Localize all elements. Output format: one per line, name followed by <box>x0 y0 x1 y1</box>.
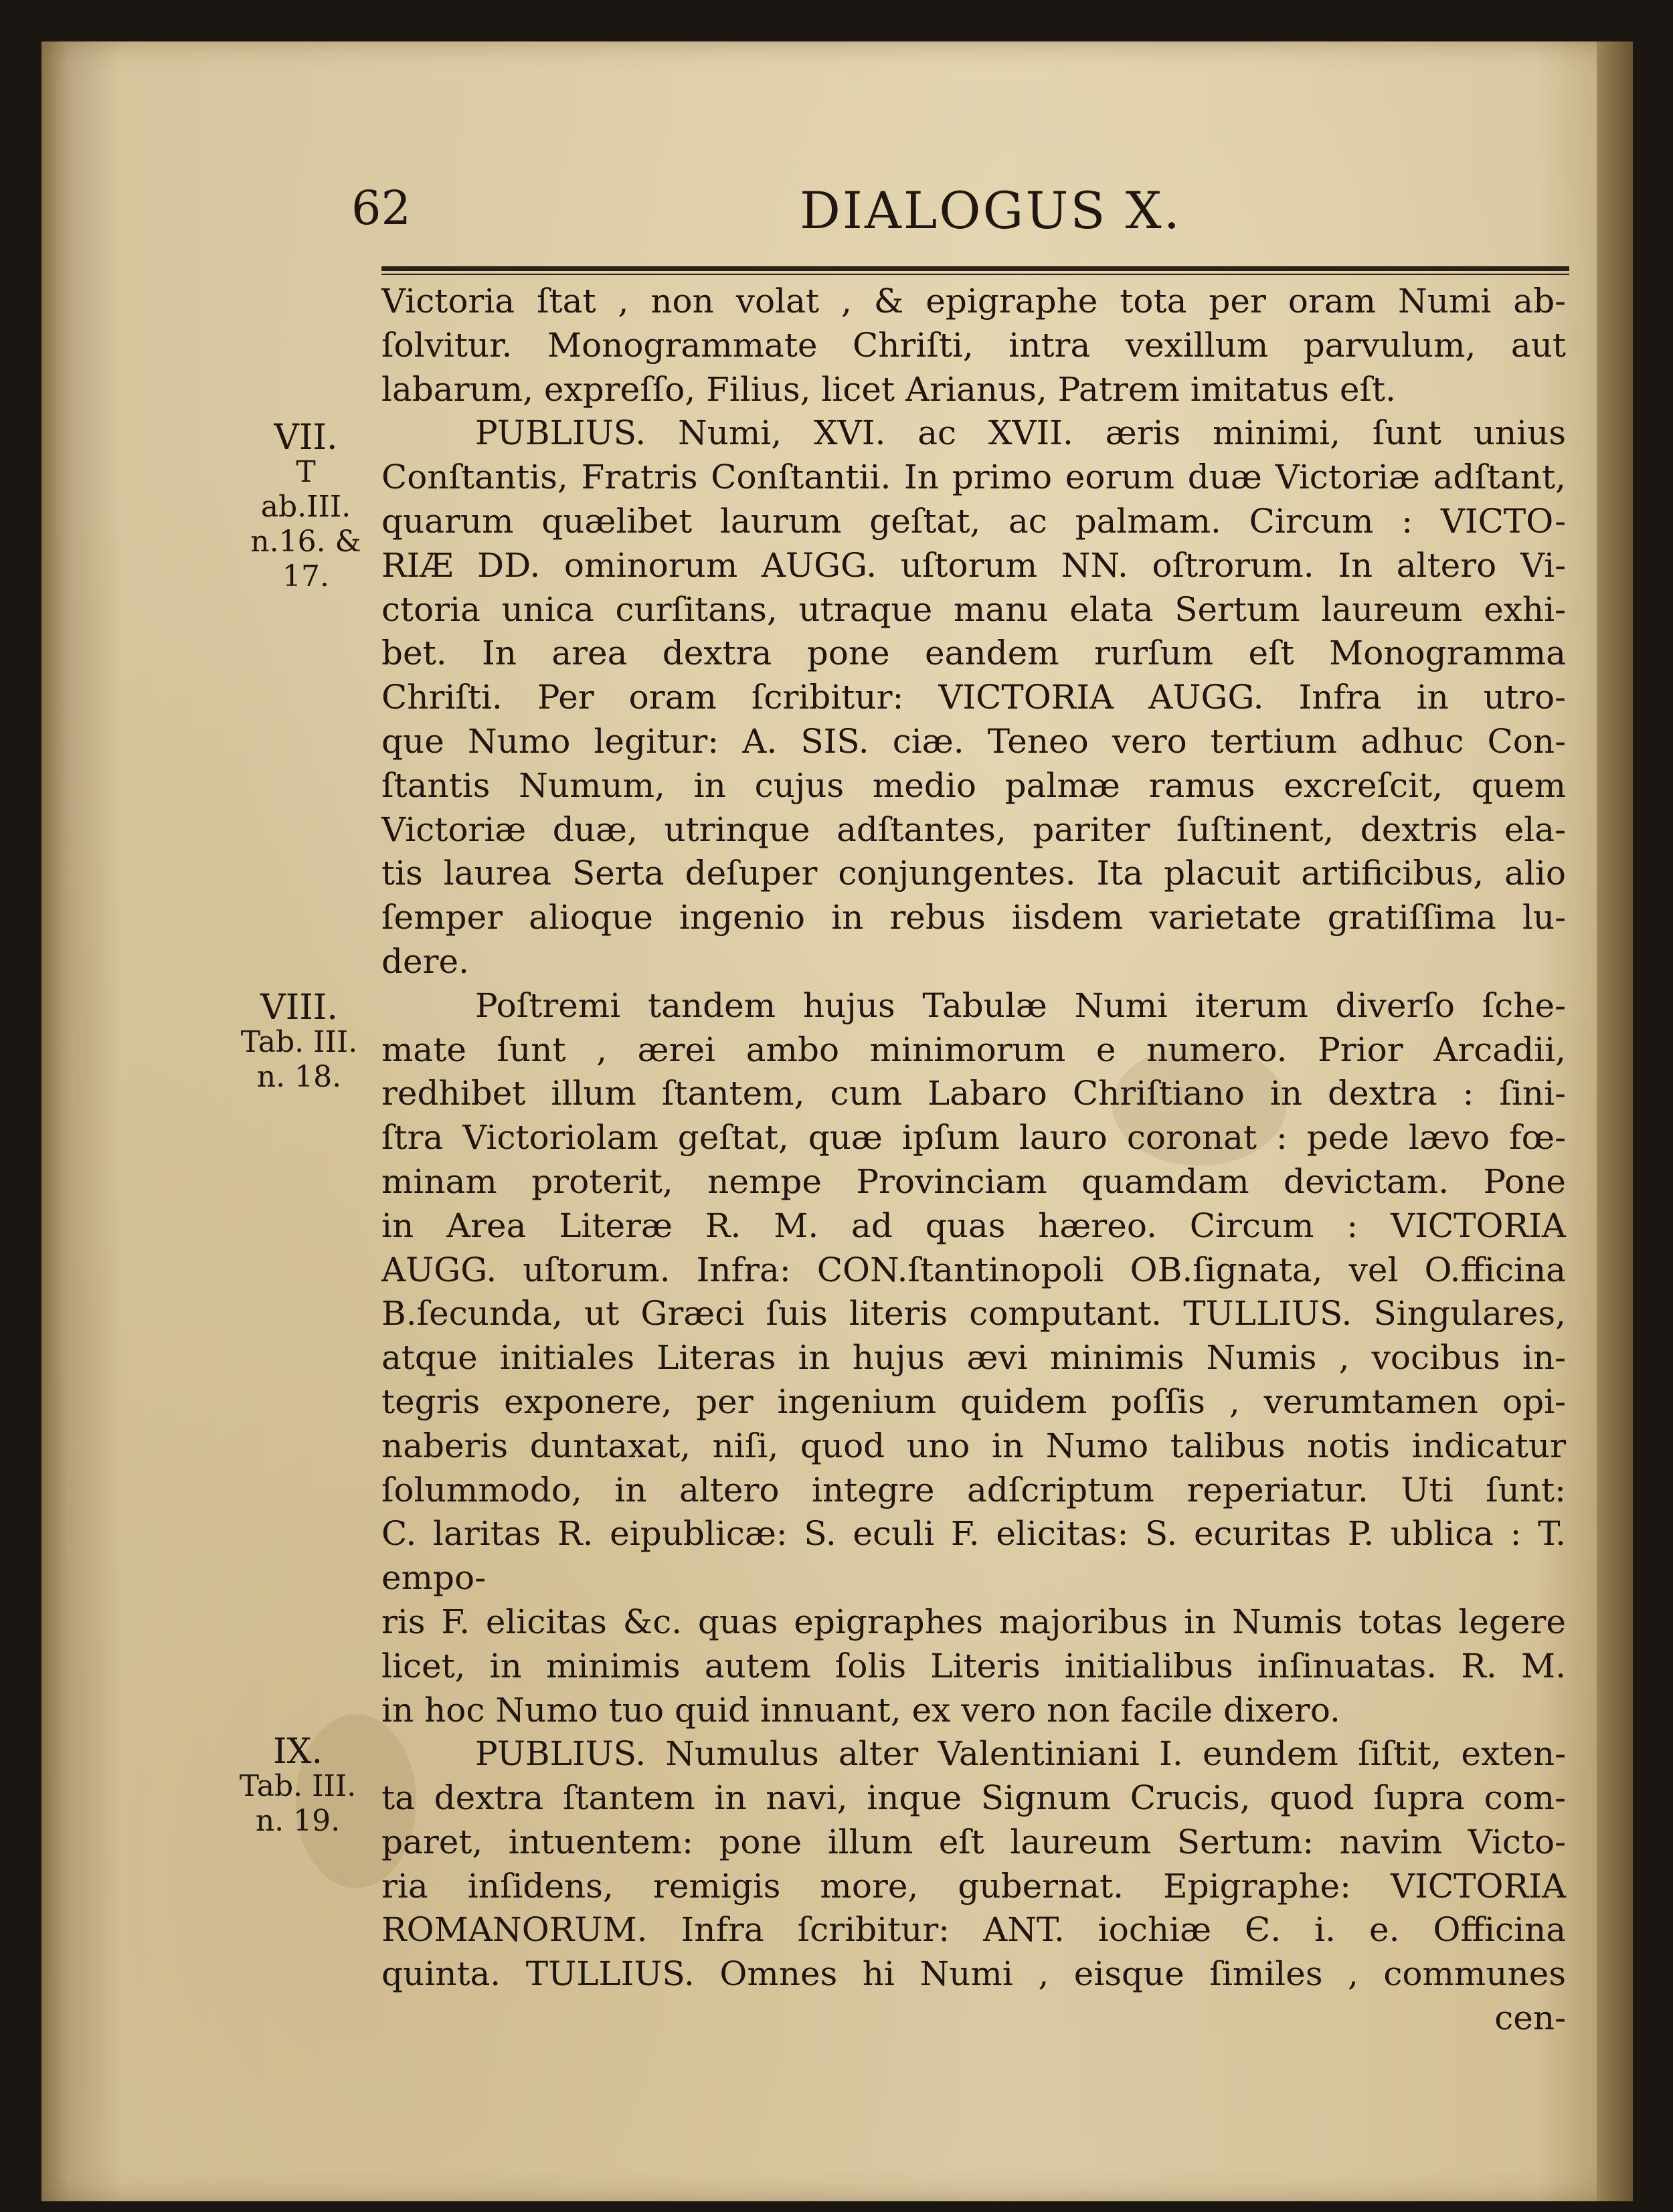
text-line: Victoria ſtat , non volat , & epigraphe tota per oram Numi ab- <box>381 282 1566 320</box>
text-line: naberis duntaxat, niſi, quod uno in Numo talibus notis indicatur <box>381 1426 1566 1465</box>
text-line: labarum, expreſſo, Filius, licet Arianus, Patrem imitatus eſt. <box>381 369 1396 409</box>
text-line: tis laurea Serta deſuper conjungentes. Ita placuit artificibus, alio <box>381 854 1566 893</box>
text-line: atque initiales Literas in hujus ævi minimis Numis , vocibus in- <box>381 1338 1566 1378</box>
text-line: ta dextra ſtantem in navi, inque Signum Crucis, quod ſupra com- <box>381 1778 1566 1818</box>
header-rule <box>381 266 1569 275</box>
text-line: B.ſecunda, ut Græci ſuis literis computant. TULLIUS. Singulares, <box>381 1294 1566 1333</box>
text-line: in hoc Numo tuo quid innuant, ex vero non facile dixero. <box>381 1690 1340 1730</box>
text-line: Poſtremi tandem hujus Tabulæ Numi iterum diverſo ſche- <box>475 986 1566 1025</box>
catchword: cen- <box>1494 1999 1566 2038</box>
margin-note-vii <box>249 420 363 594</box>
page-number: 62 <box>351 181 412 236</box>
text-line: RIÆ DD. ominorum AUGG. uſtorum NN. oſtrorum. In altero Vi- <box>381 545 1566 585</box>
text-line: tegris exponere, per ingenium quidem poſſis , verumtamen opi- <box>381 1382 1566 1421</box>
text-line: dere. <box>381 941 469 981</box>
text-line: PUBLIUS. Numulus alter Valentiniani I. eundem ſiſtit, exten- <box>475 1734 1566 1774</box>
text-line: licet, in minimis autem ſolis Literis initialibus inſinuatas. R. M. <box>381 1646 1566 1685</box>
text-line: PUBLIUS. Numi, XVI. ac XVII. æris minimi, ſunt unius <box>475 413 1566 453</box>
text-line: ſtantis Numum, in cujus medio palmæ ramus excreſcit, quem <box>381 765 1566 805</box>
margin-note-number: VIII. <box>260 988 338 1028</box>
text-line: Victoriæ duæ, utrinque adſtantes, pariter ſuſtinent, dextris ela- <box>381 810 1566 849</box>
text-line: redhibet illum ſtantem, cum Labaro Chriſtiano in dextra : ſini- <box>381 1074 1566 1113</box>
text-line: ris F. elicitas &c. quas epigraphes majoribus in Numis totas legere <box>381 1602 1566 1641</box>
text-line: mate ſunt , ærei ambo minimorum e numero. Prior Arcadii, <box>381 1030 1566 1069</box>
text-line: ria inſidens, remigis more, gubernat. Epigraphe: VICTORIA <box>381 1866 1566 1906</box>
page-edge <box>1597 41 1633 2201</box>
text-line: que Numo legitur: A. SIS. ciæ. Teneo vero tertium adhuc Con- <box>381 721 1566 761</box>
binding-shadow <box>41 41 122 2201</box>
running-head: DIALOGUS X. <box>800 181 1182 240</box>
text-line: quinta. TULLIUS. Omnes hi Numi , eisque ſimiles , communes <box>381 1954 1566 1994</box>
margin-note-number: IX. <box>272 1732 323 1772</box>
text-line: C. laritas R. eipublicæ: S. eculi F. elicitas: S. ecuritas P. ublica : T. empo- <box>381 1514 1566 1598</box>
margin-note-number: VII. <box>274 418 338 458</box>
text-line: quarum quælibet laurum geſtat, ac palmam. Circum : VICTO- <box>381 501 1566 541</box>
text-line: paret, intuentem: pone illum eſt laureum Sertum: navim Victo- <box>381 1822 1566 1861</box>
text-line: ſtra Victoriolam geſtat, quæ ipſum lauro coronat : pede lævo fœ- <box>381 1118 1566 1158</box>
text-line: ſemper alioque ingenio in rebus iisdem varietate gratiſſima lu- <box>381 898 1566 937</box>
text-line: ROMANORUM. Infra ſcribitur: ANT. iochiæ Є. i. e. Officina <box>381 1910 1566 1950</box>
margin-note-table: T ab.III. <box>260 455 351 524</box>
main-text <box>381 280 1566 2041</box>
margin-note-table: Tab. III. <box>239 1769 357 1803</box>
margin-note-viii <box>222 990 376 1095</box>
margin-note-ref: n. 18. <box>256 1060 342 1094</box>
text-line: minam proterit, nempe Provinciam quamdam devictam. Pone <box>381 1162 1566 1201</box>
text-line: bet. In area dextra pone eandem rurſum eſt Monogramma <box>381 634 1566 673</box>
text-line: in Area Literæ R. M. ad quas hæreo. Circum : VICTORIA <box>381 1206 1566 1245</box>
text-line: Conſtantis, Fratris Conſtantii. In primo eorum duæ Victoriæ adſtant, <box>381 458 1566 497</box>
margin-note-ref: 17. <box>282 559 329 593</box>
text-line: ſolvitur. Monogrammate Chriſti, intra vexillum parvulum, aut <box>381 325 1566 365</box>
margin-note-ref: n.16. & <box>250 525 361 559</box>
margin-note-table: Tab. III. <box>240 1025 358 1059</box>
page-header <box>0 181 1673 241</box>
text-line: Chriſti. Per oram ſcribitur: VICTORIA AUGG. Infra in utro- <box>381 678 1566 717</box>
margin-note-ref: n. 19. <box>255 1804 341 1838</box>
margin-note-ix <box>221 1734 375 1839</box>
text-line: ſolummodo, in altero integre adſcriptum reperiatur. Uti ſunt: <box>381 1470 1566 1509</box>
text-line: ctoria unica curſitans, utraque manu elata Sertum laureum exhi- <box>381 589 1566 629</box>
text-line: AUGG. uſtorum. Infra: CON.ſtantinopoli OB.ſignata, vel O.fficina <box>381 1250 1566 1289</box>
